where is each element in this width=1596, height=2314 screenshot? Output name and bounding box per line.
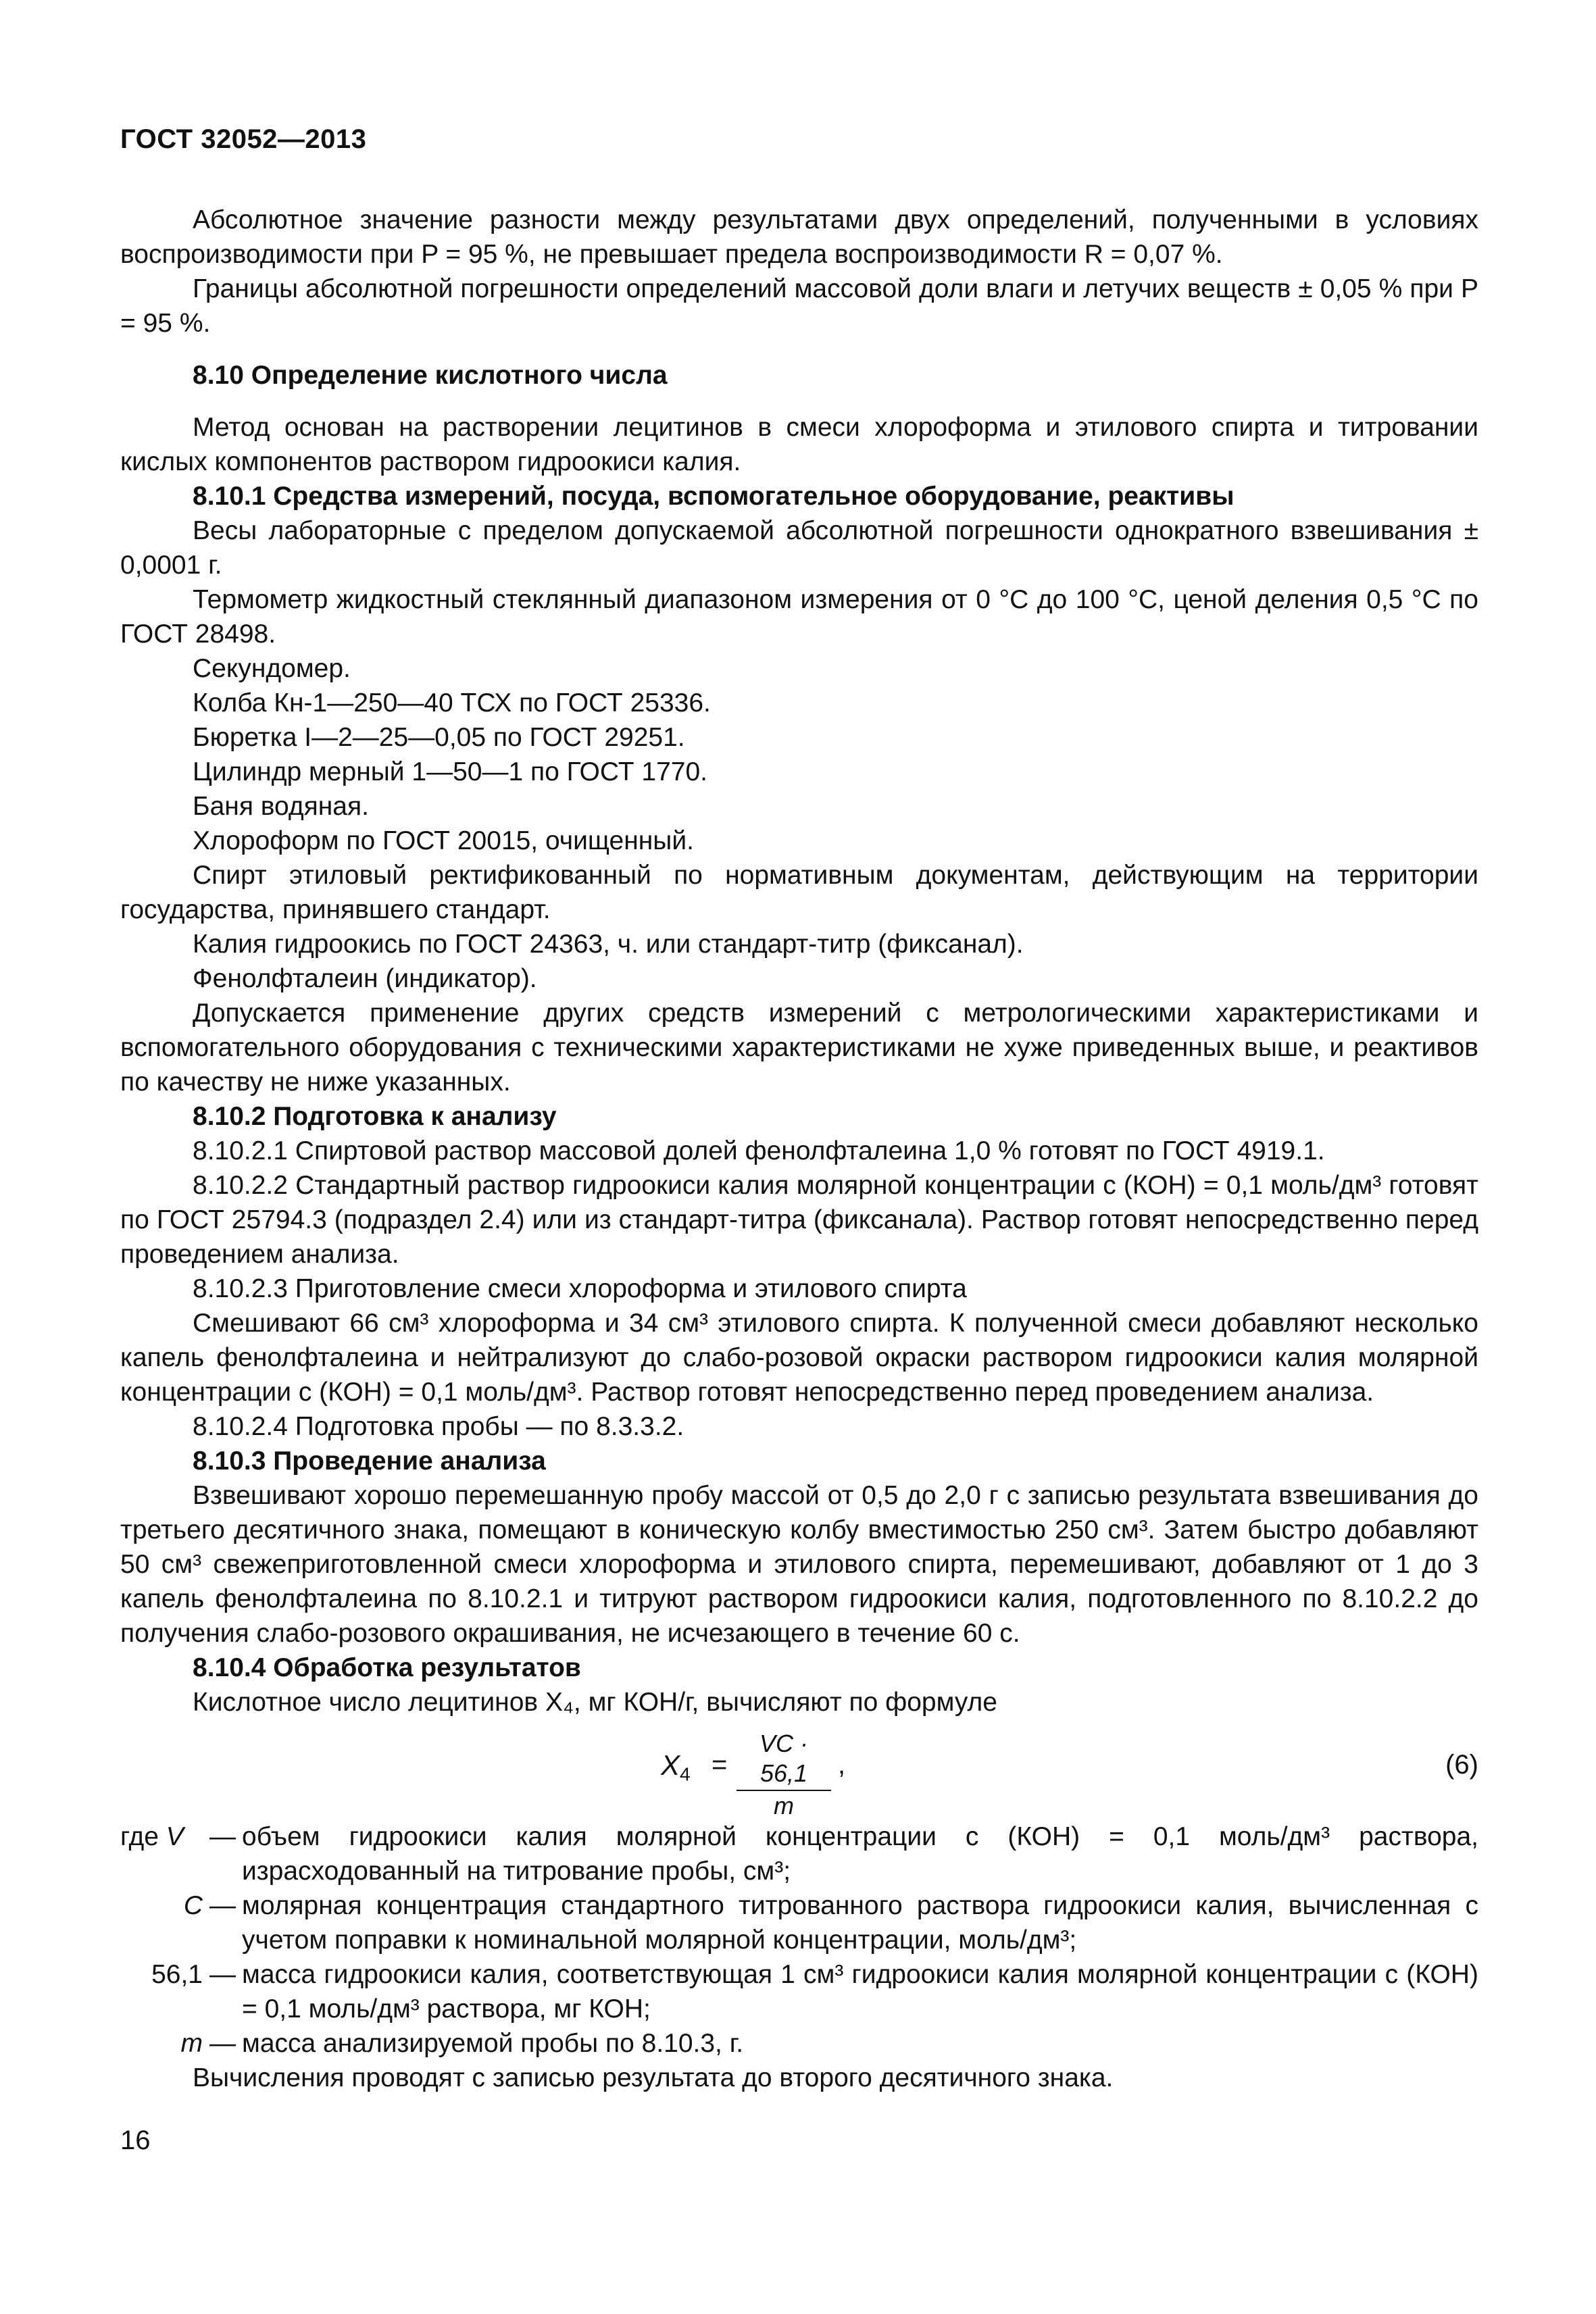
paragraph: Хлороформ по ГОСТ 20015, очищенный.	[193, 826, 694, 855]
definition-row	[120, 2026, 1478, 2061]
document-body	[120, 203, 1478, 2095]
formula	[120, 1729, 1478, 1819]
formula-numerator: VC · 56,1	[737, 1729, 831, 1791]
variable-definitions	[120, 1819, 1478, 2061]
definition-dash: —	[209, 1822, 236, 1851]
definition-dash: —	[209, 1960, 236, 1989]
paragraph: Абсолютное значение разности между результатами двух определений, полученными в условиях воспроизводимости при P = 95 %, не превышает предела воспроизводимости R = 0,07 %.	[120, 205, 1478, 269]
page-number: 16	[120, 2126, 151, 2155]
paragraph: 8.10.2.2 Стандартный раствор гидроокиси калия молярной концентрации c (КОН) = 0,1 моль/дм³ готовят по ГОСТ 25794.3 (подраздел 2.4) или из стандарт-титра (фиксанала). Раствор готовят непосредственно перед проведением анализа.	[120, 1171, 1478, 1269]
paragraph: Вычисления проводят с записью результата до второго десятичного знака.	[193, 2063, 1114, 2092]
paragraph: Цилиндр мерный 1—50—1 по ГОСТ 1770.	[193, 757, 708, 786]
section-heading: 8.10.1 Средства измерений, посуда, вспомогательное оборудование, реактивы	[193, 482, 1235, 511]
section-heading: 8.10.4 Обработка результатов	[193, 1653, 581, 1682]
paragraph: 8.10.2.1 Спиртовой раствор массовой долей фенолфталеина 1,0 % готовят по ГОСТ 4919.1.	[193, 1136, 1325, 1165]
paragraph: Метод основан на растворении лецитинов в смеси хлороформа и этилового спирта и титровании кислых компонентов раствором гидроокиси калия.	[120, 413, 1478, 476]
definition-symbol: где V	[120, 1822, 184, 1851]
paragraph: Термометр жидкостный стеклянный диапазоном измерения от 0 °С до 100 °С, ценой деления 0,5 °С по ГОСТ 28498.	[120, 585, 1478, 649]
formula-lhs: $X_4$	[661, 1749, 691, 1785]
paragraph: Спирт этиловый ректификованный по нормативным документам, действующим на территории государства, принявшего стандарт.	[120, 861, 1478, 924]
definition-dash: —	[209, 2029, 236, 2058]
section-heading: 8.10 Определение кислотного числа	[193, 361, 668, 390]
definition-row	[120, 1957, 1478, 2026]
paragraph: Границы абсолютной погрешности определений массовой доли влаги и летучих веществ ± 0,05 % при P = 95 %.	[120, 274, 1478, 338]
definition-symbol: 56,1	[151, 1960, 203, 1989]
paragraph: Допускается применение других средств измерений с метрологическими характеристиками и вспомогательного оборудования с техническими характеристиками не хуже приведенных выше, и реактивов по качеству не ниже указанных.	[120, 999, 1478, 1097]
paragraph: 8.10.2.3 Приготовление смеси хлороформа и этилового спирта	[193, 1274, 967, 1303]
definition-row	[120, 1819, 1478, 1888]
formula-fraction	[737, 1729, 831, 1821]
document-code: ГОСТ 32052—2013	[120, 124, 367, 154]
paragraph: 8.10.2.4 Подготовка пробы — по 8.3.3.2.	[193, 1412, 684, 1441]
paragraph: Весы лабораторные с пределом допускаемой абсолютной погрешности однократного взвешивания ± 0,0001 г.	[120, 516, 1478, 580]
formula-equals: =	[712, 1750, 728, 1780]
paragraph: Секундомер.	[193, 654, 351, 683]
paragraph: Калия гидроокись по ГОСТ 24363, ч. или стандарт-титр (фиксанал).	[193, 930, 1024, 959]
paragraph: Колба Кн-1—250—40 ТСХ по ГОСТ 25336.	[193, 688, 711, 718]
formula-comma: ,	[838, 1750, 846, 1780]
definition-symbol: C	[183, 1891, 203, 1920]
section-heading: 8.10.2 Подготовка к анализу	[193, 1102, 557, 1131]
paragraph: Баня водяная.	[193, 792, 369, 821]
definition-symbol: m	[180, 2029, 203, 2058]
paragraph: Бюретка I—2—25—0,05 по ГОСТ 29251.	[193, 723, 685, 752]
paragraph: Взвешивают хорошо перемешанную пробу массой от 0,5 до 2,0 г с записью результата взвешивания до третьего десятичного знака, помещают в коническую колбу вместимостью 250 см³. Затем быстро добавляют 50 см³ свежеприготовленной смеси хлороформа и этилового спирта, перемешивают, добавляют от 1 до 3 капель фенолфталеина по 8.10.2.1 и титруют раствором гидроокиси калия, подготовленного по 8.10.2.2 до получения слабо-розового окрашивания, не исчезающего в течение 60 с.	[120, 1481, 1478, 1648]
formula-number: (6)	[1445, 1750, 1478, 1780]
definition-text: молярная концентрация стандартного титрованного раствора гидроокиси калия, вычисленная с учетом поправки к номинальной молярной концентрации, моль/дм³;	[242, 1891, 1478, 1955]
formula-denominator: m	[774, 1792, 794, 1819]
definition-dash: —	[209, 1891, 236, 1920]
definition-text: масса гидроокиси калия, соответствующая 1 см³ гидроокиси калия молярной концентрации c (КОН) = 0,1 моль/дм³ раствора, мг КОН;	[242, 1960, 1478, 2023]
paragraph: Фенолфталеин (индикатор).	[193, 964, 537, 993]
definition-text: масса анализируемой пробы по 8.10.3, г.	[242, 2029, 744, 2058]
section-heading: 8.10.3 Проведение анализа	[193, 1447, 546, 1476]
paragraph: Смешивают 66 см³ хлороформа и 34 см³ этилового спирта. К полученной смеси добавляют несколько капель фенолфталеина и нейтрализуют до слабо-розовой окраски раствором гидроокиси калия молярной концентрации c (КОН) = 0,1 моль/дм³. Раствор готовят непосредственно перед проведением анализа.	[120, 1309, 1478, 1407]
definition-row	[120, 1888, 1478, 1957]
paragraph: Кислотное число лецитинов X₄, мг КОН/г, вычисляют по формуле	[193, 1688, 997, 1717]
definition-text: объем гидроокиси калия молярной концентрации c (КОН) = 0,1 моль/дм³ раствора, израсходованный на титрование пробы, см³;	[242, 1822, 1478, 1886]
